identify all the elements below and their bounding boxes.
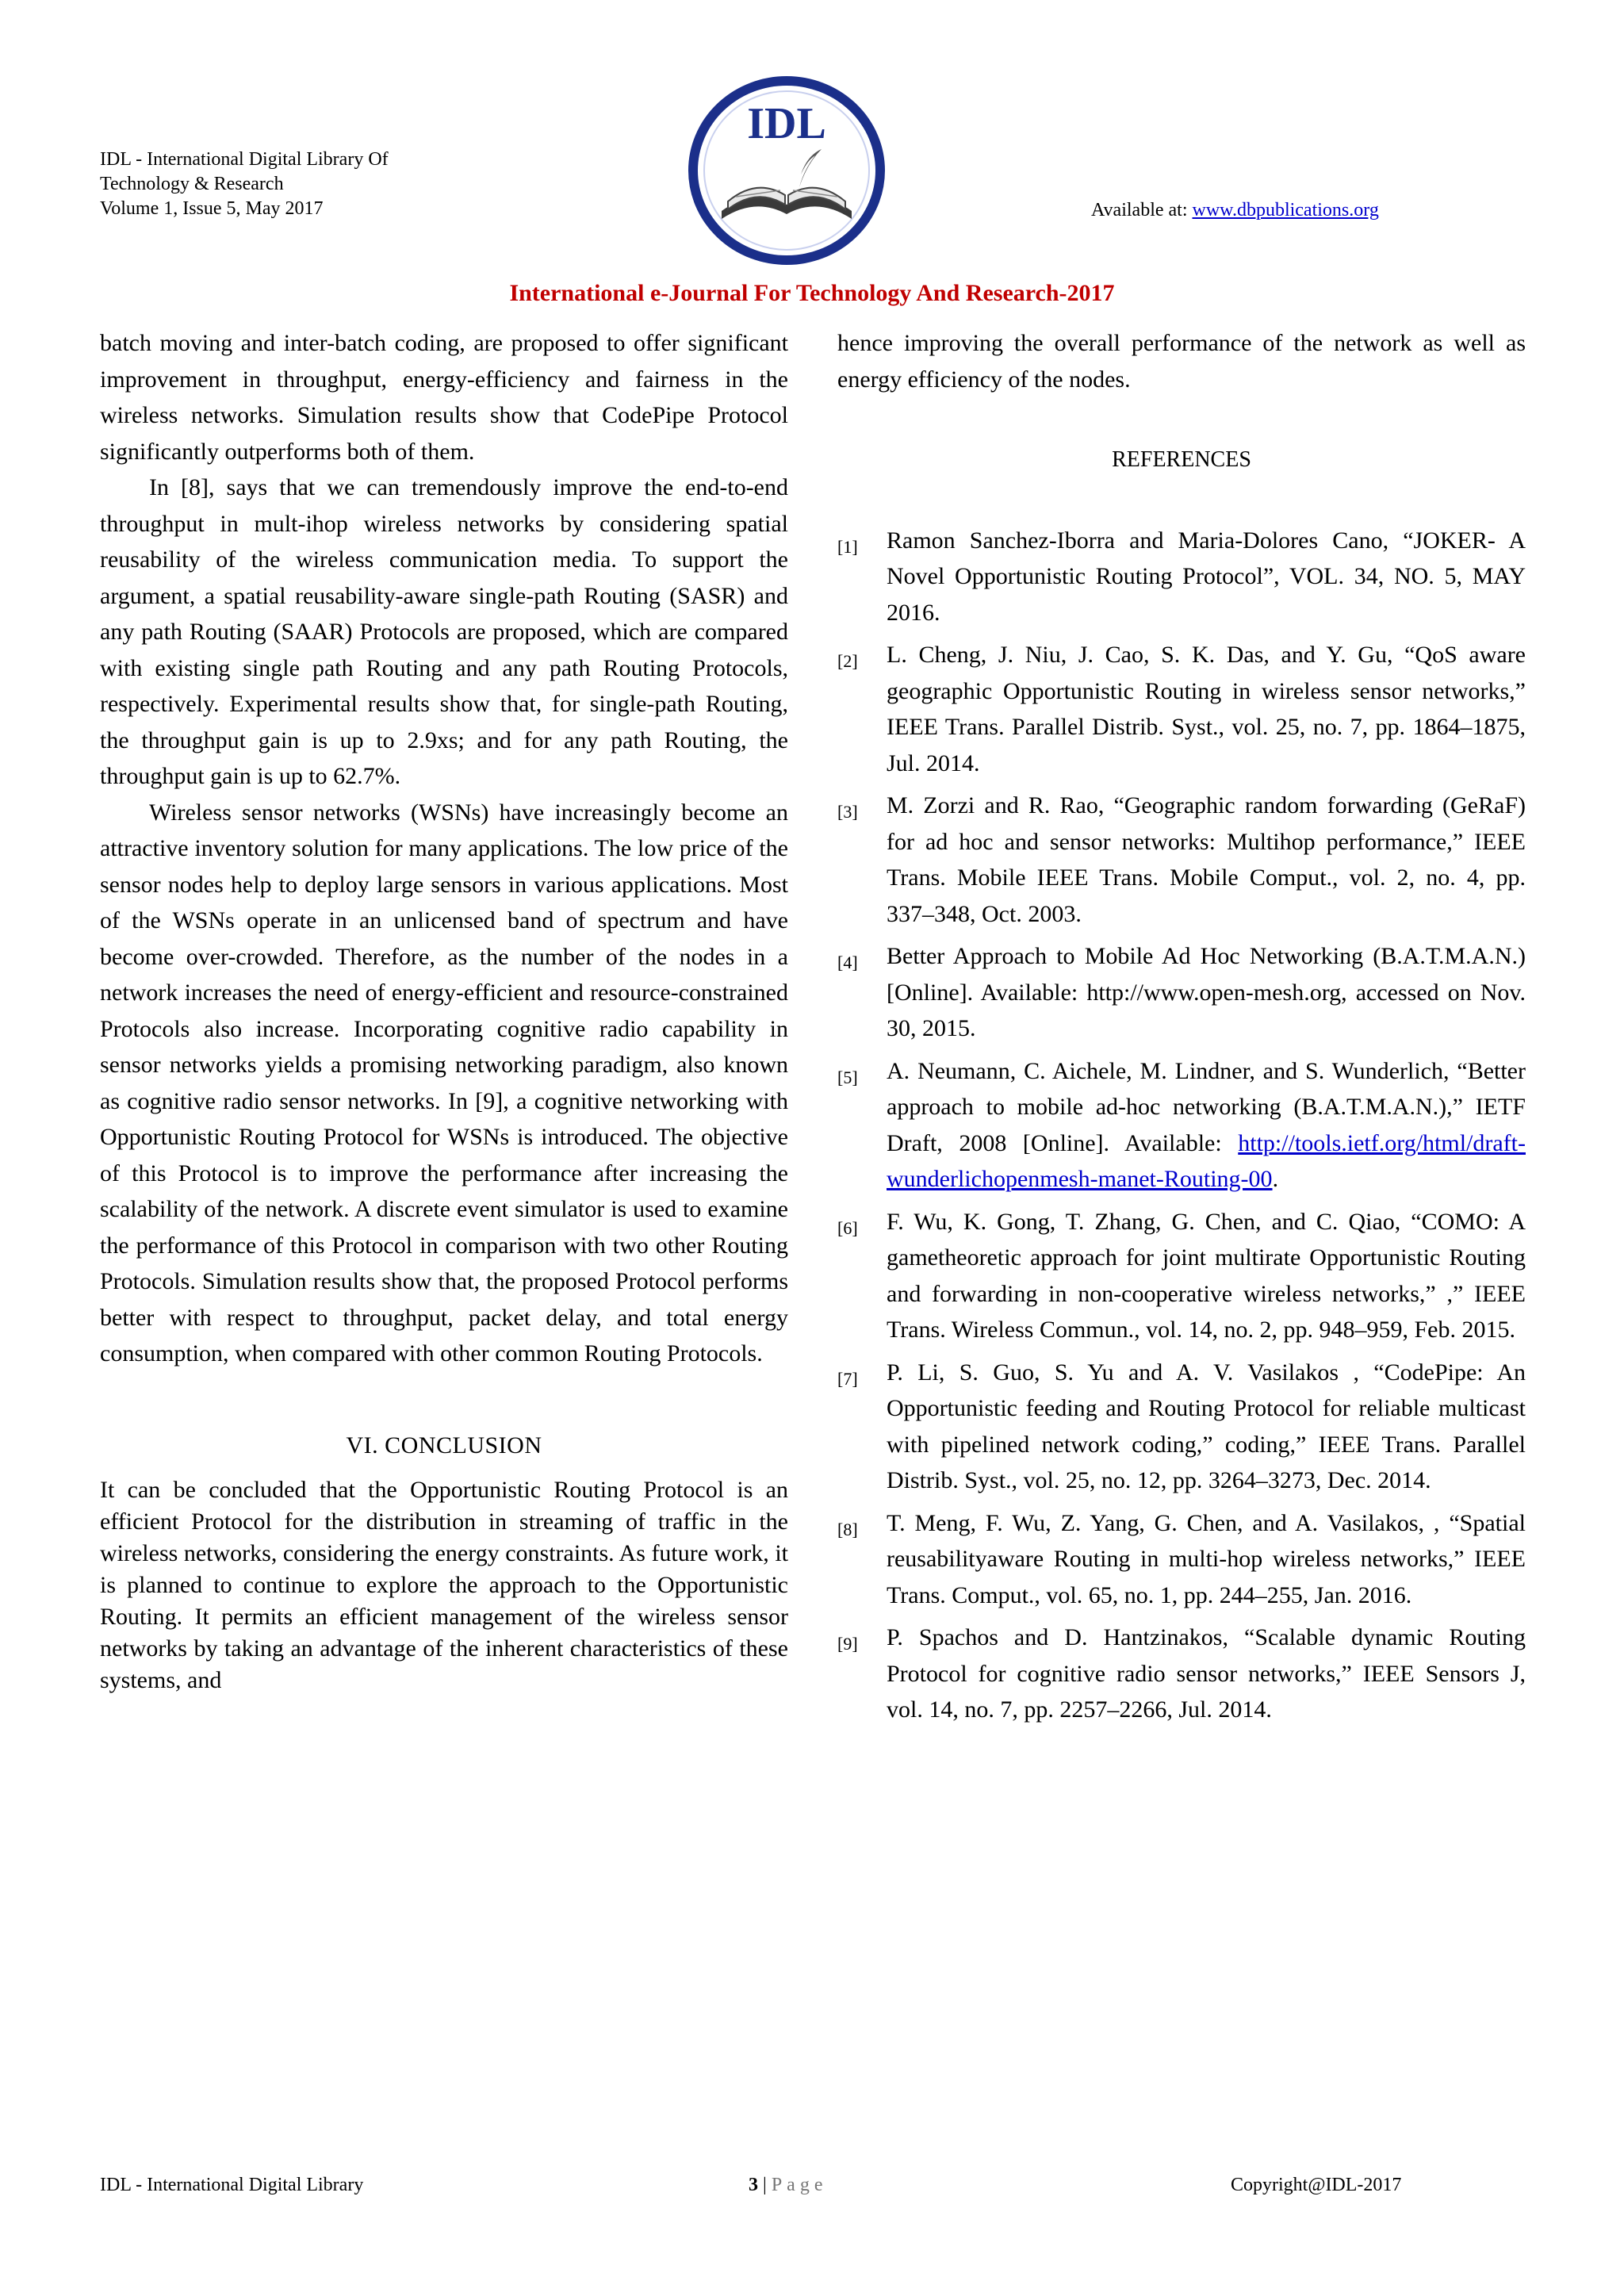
- left-column: [100, 325, 788, 1696]
- available-label: Available at:: [1091, 200, 1193, 220]
- paragraph-3: Wireless sensor networks (WSNs) have increasingly become an attractive inventory solution for many applications. The low price of the sensor nodes help to deploy large sensors in various applications. Most of the WSNs operate in an unlicensed band of spectrum and have become over-crowded. Therefore, as the number of the nodes in a network increases the need of energy-efficient and resource-constrained Protocols also increase. Incorporating cognitive radio capability in sensor networks yields a promising networking paradigm, also known as cognitive radio sensor networks. In [9], a cognitive networking with Opportunistic Routing Protocol for WSNs is introduced. The objective of this Protocol is to improve the performance after increasing the scalability of the network. A discrete event simulator is used to examine the performance of this Protocol in comparison with two other Routing Protocols. Simulation results show that, the proposed Protocol performs better with respect to throughput, packet delay, and total energy consumption, when compared with other common Routing Protocols.: [100, 799, 788, 1366]
- header-line-2: Technology & Research: [100, 174, 284, 194]
- reference-text: Better Approach to Mobile Ad Hoc Networking (B.A.T.M.A.N.) [Online]. Available: http://www.open-mesh.org, accessed on Nov. 30, 2015.: [887, 943, 1526, 1041]
- reference-number: [4]: [837, 953, 858, 972]
- reference-item: [837, 1355, 1526, 1499]
- reference-item: [837, 637, 1526, 781]
- reference-link[interactable]: http://tools.ietf.org/html/draft-wunderlichopenmesh-manet-Routing-00: [887, 1129, 1526, 1192]
- reference-number: [3]: [837, 802, 858, 822]
- reference-number: [8]: [837, 1519, 858, 1539]
- logo-text: IDL: [747, 99, 826, 148]
- page-number: 3: [749, 2175, 758, 2195]
- footer-library-name: IDL - International Digital Library: [100, 2175, 364, 2195]
- conclusion-heading: VI. CONCLUSION: [346, 1432, 542, 1458]
- reference-number: [6]: [837, 1217, 858, 1238]
- reference-text: F. Wu, K. Gong, T. Zhang, G. Chen, and C. Qiao, “COMO: A gametheoretic approach for joint multirate Opportunistic Routing and forwarding in non-cooperative wireless networks,” ,” IEEE Trans. Wireless Commun., vol. 14, no. 2, pp. 948–959, Feb. 2015.: [887, 1208, 1526, 1343]
- reference-text: P. Li, S. Guo, S. Yu and A. V. Vasilakos , “CodePipe: An Opportunistic feeding and Routing Protocol for reliable multicast with pipelined network coding,” coding,” IEEE Trans. Parallel Distrib. Syst., vol. 25, no. 12, pp. 3264–3273, Dec. 2014.: [887, 1359, 1526, 1493]
- available-at: [1091, 200, 1379, 221]
- reference-item: [837, 938, 1526, 1047]
- reference-text: [887, 1053, 1526, 1198]
- reference-text: M. Zorzi and R. Rao, “Geographic random forwarding (GeRaF) for ad hoc and sensor networks: Multihop performance,” IEEE Trans. Mobile IEEE Trans. Mobile Comput., vol. 2, no. 4, pp. 337–348, Oct. 2003.: [887, 792, 1526, 927]
- idl-logo: [688, 76, 885, 265]
- right-column: [837, 325, 1526, 1734]
- reference-number: [9]: [837, 1634, 858, 1654]
- reference-text: T. Meng, F. Wu, Z. Yang, G. Chen, and A. Vasilakos, , “Spatial reusabilityaware Routing in multi-hop wireless networks,” IEEE Trans. Comput., vol. 65, no. 1, pp. 244–255, Jan. 2016.: [887, 1509, 1526, 1608]
- paragraph-1: batch moving and inter-batch coding, are proposed to offer significant improvement in throughput, energy-efficiency and fairness in the wireless networks. Simulation results show that CodePipe Protocol significantly outperforms both of them.: [100, 330, 788, 465]
- reference-number: [1]: [837, 536, 858, 557]
- page-word: Page: [771, 2175, 828, 2195]
- reference-text: Ramon Sanchez-Iborra and Maria-Dolores Cano, “JOKER- A Novel Opportunistic Routing Protocol”, VOL. 34, NO. 5, MAY 2016.: [887, 527, 1526, 626]
- header-line-3: Volume 1, Issue 5, May 2017: [100, 198, 324, 219]
- reference-text-end: .: [1272, 1166, 1279, 1192]
- reference-number: [5]: [837, 1067, 858, 1087]
- reference-text: P. Spachos and D. Hantzinakos, “Scalable dynamic Routing Protocol for cognitive radio sensor networks,” IEEE Sensors J, vol. 14, no. 7, pp. 2257–2266, Jul. 2014.: [887, 1624, 1526, 1723]
- reference-text: L. Cheng, J. Niu, J. Cao, S. K. Das, and Y. Gu, “QoS aware geographic Opportunistic Routing in wireless sensor networks,” IEEE Trans. Parallel Distrib. Syst., vol. 25, no. 7, pp. 1864–1875, Jul. 2014.: [887, 642, 1526, 776]
- reference-text-body: A. Neumann, C. Aichele, M. Lindner, and S. Wunderlich, “Better approach to mobile ad-hoc networking (B.A.T.M.A.N.),” IETF Draft, 2008 [Online]. Available:: [887, 1057, 1526, 1156]
- journal-title: International e-Journal For Technology And Research-2017: [509, 280, 1115, 306]
- reference-item: [837, 1619, 1526, 1728]
- footer-page-indicator: [749, 2175, 827, 2196]
- footer-copyright: Copyright@IDL-2017: [1231, 2175, 1402, 2195]
- page-separator: |: [758, 2175, 772, 2195]
- journal-url-link[interactable]: www.dbpublications.org: [1192, 200, 1379, 220]
- reference-number: [2]: [837, 651, 858, 671]
- references-heading: REFERENCES: [1112, 447, 1251, 472]
- header-line-1: IDL - International Digital Library Of: [100, 149, 389, 170]
- reference-number: [7]: [837, 1368, 858, 1389]
- continuation-paragraph: hence improving the overall performance of the network as well as energy efficiency of the nodes.: [837, 330, 1526, 393]
- reference-item: [837, 1505, 1526, 1614]
- conclusion-paragraph: It can be concluded that the Opportunistic Routing Protocol is an efficient Protocol for the distribution in streaming of traffic in the wireless networks, considering the energy constraints. As future work, it is planned to continue to explore the approach to the Opportunistic Routing. It permits an efficient management of the wireless sensor networks by taking an advantage of the inherent characteristics of these systems, and: [100, 1477, 788, 1693]
- reference-item: [837, 1053, 1526, 1198]
- reference-item: [837, 1204, 1526, 1348]
- journal-header-info: [100, 148, 389, 221]
- paragraph-2: In [8], says that we can tremendously improve the end-to-end throughput in mult-ihop wireless networks by considering spatial reusability of the wireless communication media. To support the argument, a spatial reusability-aware single-path Routing (SASR) and any path Routing (SAAR) Protocols are proposed, which are compared with existing single path Routing and any path Routing Protocols, respectively. Experimental results show that, for single-path Routing, the throughput gain is up to 2.9xs; and for any path Routing, the throughput gain is up to 62.7%.: [100, 474, 788, 789]
- reference-item: [837, 788, 1526, 932]
- reference-item: [837, 523, 1526, 631]
